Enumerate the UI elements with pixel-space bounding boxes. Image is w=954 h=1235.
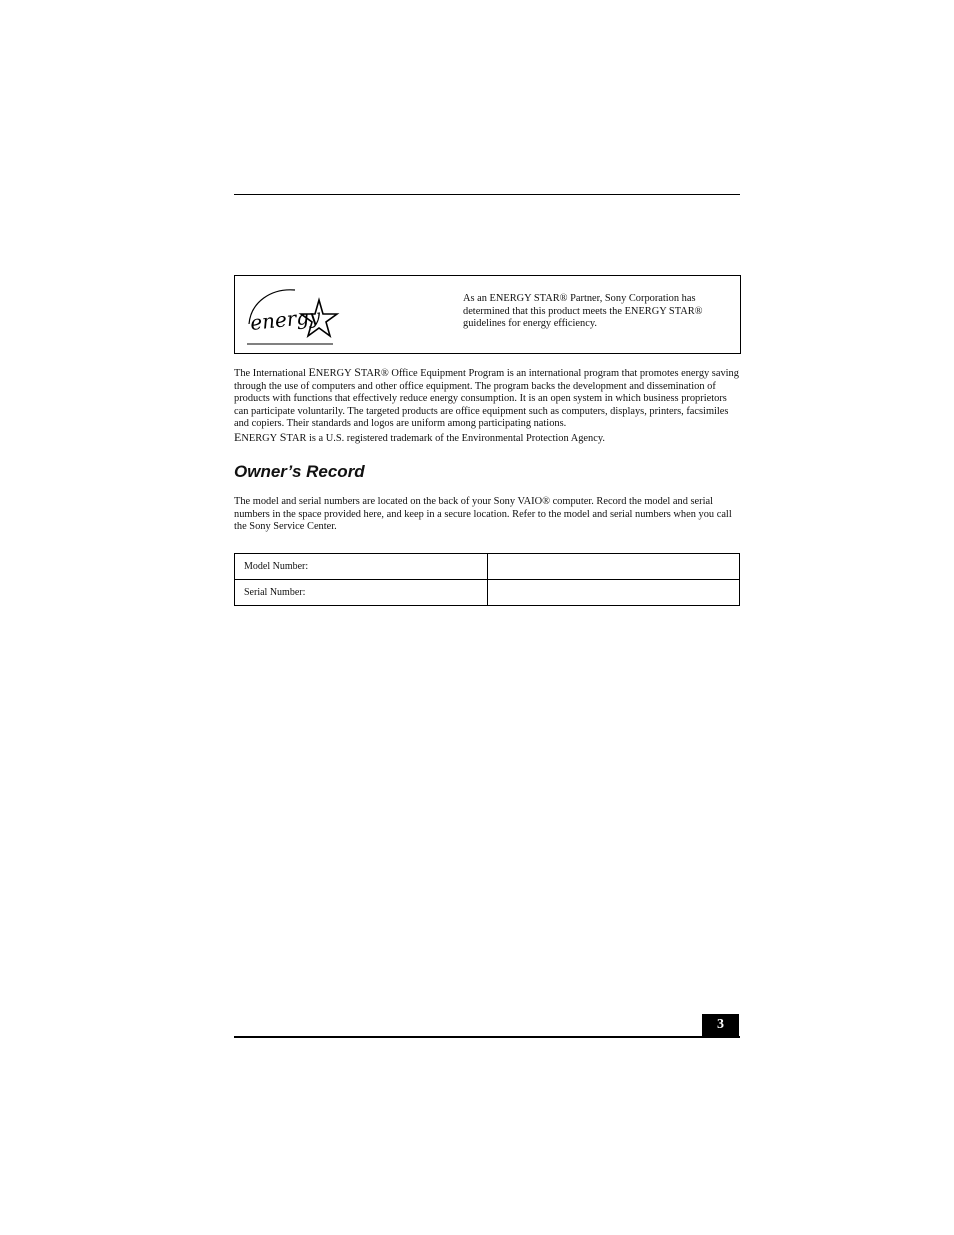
star-initial-2: S xyxy=(279,429,287,444)
owners-record-intro: The model and serial numbers are located on the back of your Sony VAIO® computer. Record the model and serial numbers in the space provided here, and keep in a secure location. Refer to the model and serial numbers when you call the Sony Service Center. xyxy=(234,496,732,533)
owners-record-table xyxy=(234,553,740,606)
energy-initial-2: E xyxy=(234,429,242,444)
star-initial: S xyxy=(354,365,361,379)
paragraph-body: ® Office Equipment Program is an international program that promotes energy saving through the use of computers and other office equipment. The program backs the development and dissemination of products with functions that effectively reduce energy consumption. It is an open system in which business proprietors can participate voluntarily. The targeted products are office equipment such as computers, displays, printers, facsimiles and copiers. Their standards and logos are uniform among participating nations. xyxy=(234,368,739,430)
energy-star-statement: As an ENERGY STAR® Partner, Sony Corporation has determined that this product meets the ENERGY STAR® guidelines for energy efficiency. xyxy=(463,293,703,330)
energy-star-paragraph xyxy=(234,366,740,446)
energy-star-logo xyxy=(243,284,343,346)
model-number-label: Model Number: xyxy=(235,554,488,580)
star-rest-2: TAR xyxy=(286,432,307,444)
paragraph-lead: The International xyxy=(234,368,309,379)
energy-logo-text: energy xyxy=(249,303,322,335)
trademark-tail: is a U.S. registered trademark of the Environmental Protection Agency. xyxy=(306,432,605,444)
header-rule xyxy=(234,194,740,195)
serial-number-field[interactable] xyxy=(488,580,740,606)
owners-record-title: Owner’s Record xyxy=(234,462,365,481)
energy-rest-2: NERGY xyxy=(241,432,278,444)
page-number: 3 xyxy=(702,1014,739,1037)
energy-star-box xyxy=(234,275,741,354)
serial-number-label: Serial Number: xyxy=(235,580,488,606)
table-row xyxy=(235,554,740,580)
footer-rule xyxy=(234,1036,740,1038)
energy-initial: E xyxy=(308,365,316,379)
table-row xyxy=(235,580,740,606)
star-rest: TAR xyxy=(360,368,381,379)
energy-rest: NERGY xyxy=(315,368,352,379)
model-number-field[interactable] xyxy=(488,554,740,580)
